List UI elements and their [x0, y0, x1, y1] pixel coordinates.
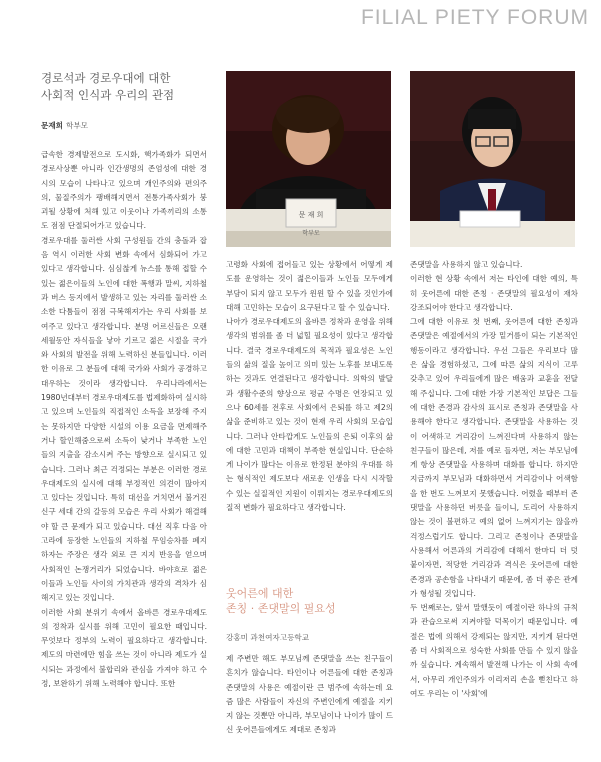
desk-sign: 문 재 희: [298, 211, 324, 219]
article-title: 경로석과 경로우대에 대한 사회적 인식과 우리의 관점: [41, 71, 175, 102]
column-3: [410, 258, 578, 701]
speaker-photo-student: [410, 71, 575, 247]
column-3-text: 존댓말을 사용하지 않고 있습니다. 이러한 현 상황 속에서 저는 타인에 대한 예의, 특히 웃어른에 대한 존칭 · 존댓말의 필요성이 재차 강조되어야 한다고 생각합니다. 그에 대한 이유로 첫 번째, 웃어른에 대한 존칭과 존댓말은 예절에서의 가장 밑거름이 되는 기본적인 행동이라고 생각합니다. 우선 그들은 우리보다 많은 삶을 경험하셨고, 그에 따른 삶의 지식이 고루 갖추고 있어 우리들에게 많은 배움과 교훈을 전달해 주십니다. 그에 대한 가장 기본적인 보답은 그들에 대한 존경과 감사의 표시로 존칭과 존댓말을 사용해야 한다고 생각합니다. 존댓말을 사용하는 것이 어색하고 거리감이 느껴진다며 사용하지 않는 친구들이 많은데, 저를 예로 들자면, 저는 부모님에게 항상 존댓말을 사용하며 대화를 합니다. 하지만 지금까지 부모님과 대화하면서 거리감이나 어색함을 한 번도 느껴보지 못했습니다. 어렸을 때부터 존댓말을 사용하던 버릇을 들이니, 도리어 사용하지 않는 것이 불편하고 예의 없어 느껴지기는 않을까 걱정스럽기도 합니다. 그리고 존칭이나 존댓말을 사용해서 어른과의 거리감에 대해서 한마디 더 덧붙이자면, 적당한 거리감과 격식은 웃어른에 대한 존경과 공손함을 나타내기 때문에, 좀 더 좋은 관계가 형성될 것입니다. 두 번째로는, 앞서 말했듯이 예절이란 하나의 규칙과 관습으로써 지켜야할 덕목이기 때문입니다. 예절은 법에 의해서 강제되는 않지만, 지키게 된다면 좀 더 사회적으로 성숙한 사회를 만들 수 있지 않을까 싶습니다. 계속해서 발전해 나가는 이 사회 속에서, 아무리 개인주의가 이리저리 손을 뻗친다고 하여도 우리는 이 '사회'에: [410, 260, 578, 698]
magazine-header: FILIAL PIETY FORUM: [360, 6, 589, 29]
column-2: [226, 258, 393, 515]
badge-text: 학부모: [302, 230, 320, 237]
column-1-text: 급속한 경제발전으로 도시화, 핵가족화가 되면서 경로사상뿐 아니라 인간생명의 존엄성에 대한 경시의 모습이 나타나고 있으며 개인주의와 편의주의, 물질주의가 팽배해지면서 전통가족사회가 붕괴될 상황에 처해 있고 이웃이나 가족끼리의 소통도 점점 단절되어가고 있습니다. 경로우대를 둘러싼 사회 구성원들 간의 충돌과 잡음 역시 이러한 사회 변화 속에서 심화되어 가고 있다고 생각합니다. 심심찮게 뉴스를 통해 접할 수 있는 젊은이들의 노인에 대한 폭행과 말씨, 지하철과 버스 등지에서 발생하고 있는 자리를 둘러싼 소소한 다툼들이 점점 극복해져가는 우리 사회를 보여주고 있다고 생각합니다. 분명 어르신들은 오랜 세월동안 자식들을 낳아 기르고 젊은 시절을 국가와 사회의 발전을 위해 노력하신 분들입니다. 이러한 이유로 그 분들에 대해 국가와 사회가 공경하고 대우하는 것이라 생각합니다. 우리나라에서는 1980년대부터 경로우대제도를 법제화하여 실시하고 있으며 노인들의 직접적인 소득을 보장해 주지는 못하지만 다양한 시설의 이용 요금을 면제해주거나 할인해줌으로써 소득이 낮거나 부족한 노인들의 지출을 감소시켜 주는 방향으로 실시되고 있습니다. 그러나 최근 걱정되는 부분은 이러한 경로우대제도의 실시에 대해 부정적인 의견이 많아지고 있다는 것입니다. 특히 대선을 거치면서 불거진 신구 세대 간의 갈등의 모습은 우리 사회가 해결해야 할 큰 문제가 되고 있습니다. 대선 직후 다음 아고라에 등장한 노인들의 지하철 무임승차를 폐지하자는 주장은 생각 외로 큰 지지 반응을 얻으며 사회적인 논쟁거리가 되었습니다. 바야흐로 젊은이들과 노인들 사이의 가치관과 생각의 격차가 심해지고 있는 것입니다. 이러한 사회 분위기 속에서 올바른 경로우대제도의 정착과 실시를 위해 고민이 필요한 때입니다. 무엇보다 정부의 노력이 필요하다고 생각합니다. 제도의 마련에만 힘을 쓰는 것이 아니라 제도가 실시되는 과정에서 불합리와 관심을 가져야 하고 수정, 보완하기 위해 노력해야 합니다. 또한: [41, 150, 207, 688]
woman-speaker-photo: [226, 71, 391, 247]
section-author: 강홍미 과천여자고등학교: [226, 633, 310, 642]
section-title: 웃어른에 대한 존칭 · 존댓말의 필요성: [226, 587, 336, 615]
speaker-photo-parent: [226, 71, 391, 247]
column-1: [41, 148, 207, 691]
student-speaker-photo: [410, 71, 575, 247]
column-2-continued-text: 제 주변만 해도 부모님께 존댓말을 쓰는 친구들이 흔치가 않습니다. 타인이나 어른들에 대한 존칭과 존댓말의 사용은 예절이란 큰 범주에 속하는데 요즘 많은 사람들이 자신의 주변인에게 예절을 지키지 않는 것뿐만 아니라, 부모님이나 나이가 많이 드신 웃어른들에게도 제대로 존칭과: [226, 654, 393, 735]
column-2-text: 고령화 사회에 접어들고 있는 상황에서 어떻게 제도를 운영하는 것이 젊은이들과 노인들 모두에게 부담이 되지 않고 모두가 윈윈 할 수 있을 것인가에 대해 고민하는 모습이 요구된다고 할 수 있습니다. 나아가 경로우대제도의 올바른 정착과 운영을 위해 생각의 범위를 좀 더 넓힐 필요성이 있다고 생각합니다. 결국 경로우대제도의 목적과 필요성은 노인들의 삶의 질을 높이고 의미 있는 노후를 보내도록 하는 것과도 연결된다고 생각합니다. 의학의 발달과 생활수준의 향상으로 평균 수명은 연장되고 있으나 60세를 전후로 사회에서 은퇴를 하고 제2의 삶을 준비하고 있는 것이 현재 우리 사회의 모습입니다. 그러나 안타깝게도 노인들의 은퇴 이후의 삶에 대한 고민과 대책이 부족한 현실입니다. 단순하게 나이가 많다는 이유로 한정된 분야의 우대를 하는 형식적인 제도보다 새로운 인생을 다시 시작할 수 있는 실질적인 지원이 이뤄지는 경로우대제도의 질적 변화가 필요하다고 생각합니다.: [226, 260, 393, 513]
author-name: 문재희: [41, 121, 64, 130]
article-author: [41, 120, 88, 131]
author-role: 학부모: [66, 121, 89, 130]
